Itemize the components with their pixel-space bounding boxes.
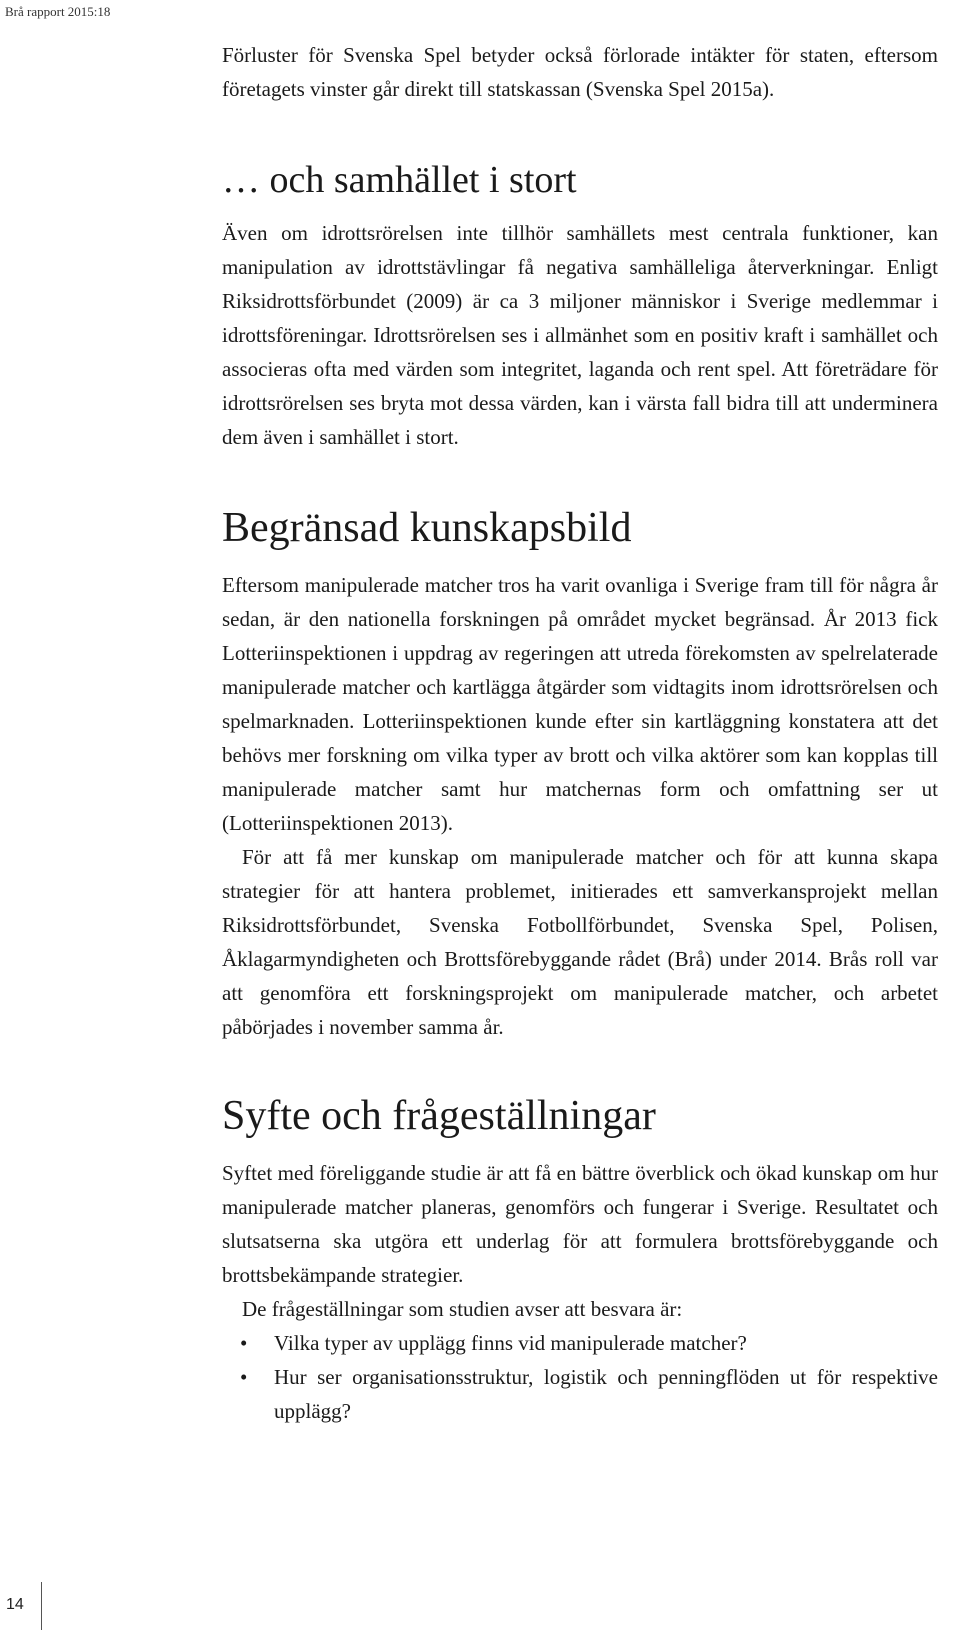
section-heading-knowledge: Begränsad kunskapsbild (222, 505, 632, 551)
intro-paragraph: Förluster för Svenska Spel betyder också förlorade intäkter för staten, eftersom företagets vinster går direkt till statskassan (Svenska Spel 2015a). (222, 43, 938, 101)
knowledge-paragraph-2: För att få mer kunskap om manipulerade matcher och för att kunna skapa strategier för att hantera problemet, initierades ett samverkansprojekt mellan Riksidrottsförbundet, Svenska Fotbollförbundet, Svenska Spel, Polisen, Åklagarmyndigheten och Brottsförebyggande rådet (Brå) under 2014. Brås roll var att genomföra ett forskningsprojekt om manipulerade matcher, och arbetet påbörjades i november samma år. (222, 845, 938, 1039)
society-paragraph: Även om idrottsrörelsen inte tillhör samhällets mest centrala funktioner, kan manipulation av idrottstävlingar få negativa samhälleliga återverkningar. Enligt Riksidrottsförbundet (2009) är ca 3 miljoner människor i Sverige medlemmar i idrottsföreningar. Idrottsrörelsen ses i allmänhet som en positiv kraft i samhället och associeras ofta med värden som integritet, laganda och rent spel. Att företrädare för idrottsrörelsen ses bryta mot dessa värden, kan i värsta fall bidra till att underminera dem även i samhället i stort. (222, 221, 938, 449)
page-body (222, 38, 938, 1428)
question-list (222, 1326, 938, 1428)
question-text: Vilka typer av upplägg finns vid manipulerade matcher? (274, 1331, 747, 1355)
section-heading-purpose: Syfte och frågeställningar (222, 1093, 656, 1139)
purpose-paragraph: Syftet med föreliggande studie är att få en bättre överblick och ökad kunskap om hur manipulerade matcher planeras, genomförs och fungerar i Sverige. Resultatet och slutsatserna ska utgöra ett underlag för att formulera brottsförebyggande och brottsbekämpande strategier. (222, 1161, 938, 1287)
list-item (222, 1326, 938, 1360)
running-head: Brå rapport 2015:18 (5, 4, 111, 19)
bullet-icon: • (240, 1365, 248, 1389)
page-number-rule (41, 1582, 42, 1630)
question-text: Hur ser organisationsstruktur, logistik och penningflöden ut för respektive upplägg? (274, 1365, 938, 1423)
knowledge-paragraph-1: Eftersom manipulerade matcher tros ha varit ovanliga i Sverige fram till för några år sedan, är den nationella forskningen på området mycket begränsad. År 2013 fick Lotteriinspektionen i uppdrag av regeringen att utreda förekomsten av spelrelaterade manipulerade matcher och kartlägga åtgärder som vidtagits inom idrottsrörelsen och spelmarknaden. Lotteriinspektionen kunde efter sin kartläggning konstatera att det behövs mer forskning om vilka typer av brott och vilka aktörer som kan kopplas till manipulerade matcher samt hur matchernas form och omfattning ser ut (Lotteriinspektionen 2013). (222, 573, 938, 835)
section-heading-society: … och samhället i stort (222, 159, 577, 201)
bullet-icon: • (240, 1331, 248, 1355)
page-number: 14 (6, 1596, 24, 1613)
list-item (222, 1360, 938, 1428)
questions-intro: De frågeställningar som studien avser att besvara är: (242, 1297, 683, 1321)
